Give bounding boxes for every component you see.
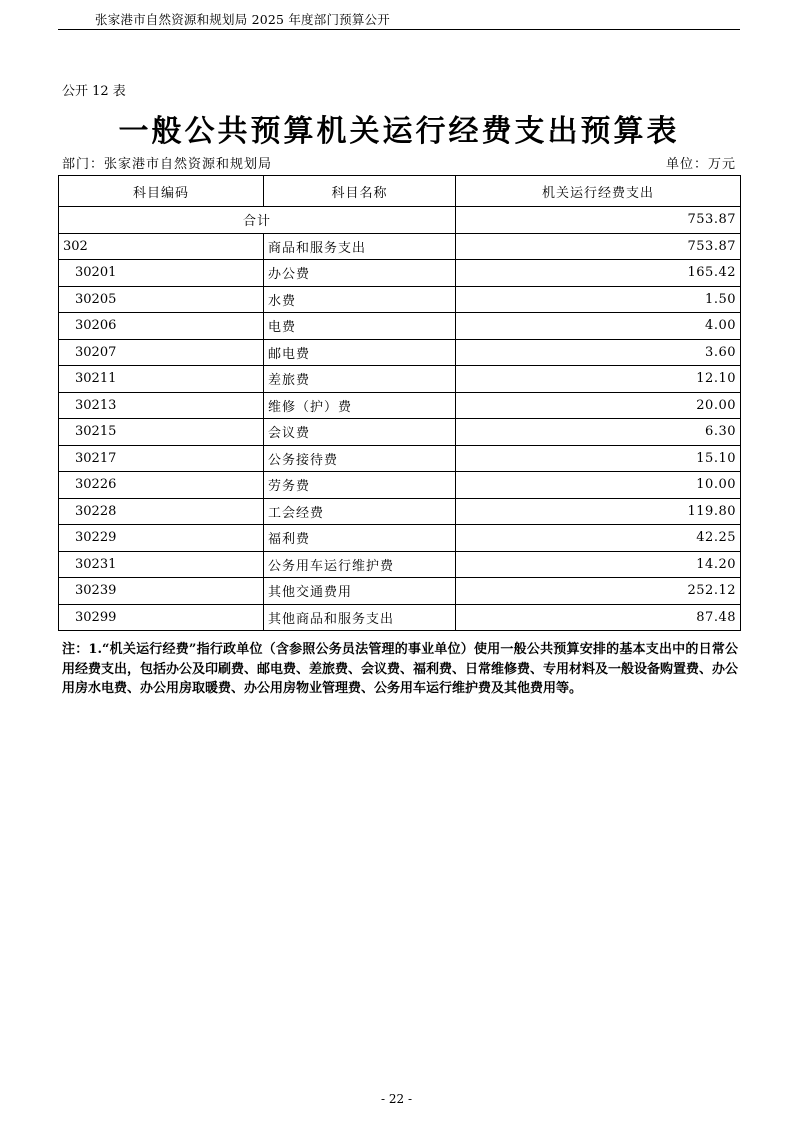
expense-amount: 20.00 xyxy=(456,392,741,419)
account-name: 维修（护）费 xyxy=(264,392,456,419)
table-row xyxy=(59,419,741,446)
account-name: 邮电费 xyxy=(264,339,456,366)
account-code: 30215 xyxy=(59,419,264,446)
table-row xyxy=(59,339,741,366)
account-code: 30226 xyxy=(59,472,264,499)
table-row xyxy=(59,498,741,525)
expense-amount: 165.42 xyxy=(456,260,741,287)
account-name: 其他交通费用 xyxy=(264,578,456,605)
expense-amount: 4.00 xyxy=(456,313,741,340)
account-name: 其他商品和服务支出 xyxy=(264,604,456,631)
budget-table xyxy=(58,175,741,631)
account-name: 办公费 xyxy=(264,260,456,287)
table-row xyxy=(59,472,741,499)
column-header-name: 科目名称 xyxy=(264,176,456,207)
table-code: 公开 12 表 xyxy=(62,84,126,99)
table-row xyxy=(59,551,741,578)
expense-amount: 42.25 xyxy=(456,525,741,552)
account-code: 30299 xyxy=(59,604,264,631)
table-row xyxy=(59,233,741,260)
table-row xyxy=(59,313,741,340)
table-header-row xyxy=(59,176,741,207)
account-code: 30207 xyxy=(59,339,264,366)
table-row xyxy=(59,366,741,393)
account-code: 30239 xyxy=(59,578,264,605)
header-rule xyxy=(58,29,740,30)
account-name: 电费 xyxy=(264,313,456,340)
expense-amount: 10.00 xyxy=(456,472,741,499)
account-code: 30205 xyxy=(59,286,264,313)
account-code: 30213 xyxy=(59,392,264,419)
department-label: 部门：张家港市自然资源和规划局 xyxy=(62,157,273,172)
expense-amount: 15.10 xyxy=(456,445,741,472)
expense-amount: 12.10 xyxy=(456,366,741,393)
total-row xyxy=(59,207,741,234)
column-header-amount: 机关运行经费支出 xyxy=(456,176,741,207)
account-name: 公务接待费 xyxy=(264,445,456,472)
table-row xyxy=(59,286,741,313)
account-name: 差旅费 xyxy=(264,366,456,393)
total-amount: 753.87 xyxy=(456,207,741,234)
account-name: 工会经费 xyxy=(264,498,456,525)
expense-amount: 87.48 xyxy=(456,604,741,631)
total-label: 合计 xyxy=(59,207,456,234)
expense-amount: 14.20 xyxy=(456,551,741,578)
expense-amount: 1.50 xyxy=(456,286,741,313)
column-header-code: 科目编码 xyxy=(59,176,264,207)
account-code: 30229 xyxy=(59,525,264,552)
running-header: 张家港市自然资源和规划局 2025 年度部门预算公开 xyxy=(95,12,390,27)
account-name: 商品和服务支出 xyxy=(264,233,456,260)
account-name: 劳务费 xyxy=(264,472,456,499)
table-row xyxy=(59,392,741,419)
account-name: 水费 xyxy=(264,286,456,313)
table-row xyxy=(59,604,741,631)
account-name: 福利费 xyxy=(264,525,456,552)
account-name: 公务用车运行维护费 xyxy=(264,551,456,578)
expense-amount: 119.80 xyxy=(456,498,741,525)
page-title: 一般公共预算机关运行经费支出预算表 xyxy=(118,114,680,149)
unit-label: 单位：万元 xyxy=(665,157,736,172)
expense-amount: 252.12 xyxy=(456,578,741,605)
expense-amount: 753.87 xyxy=(456,233,741,260)
account-code: 30217 xyxy=(59,445,264,472)
account-name: 会议费 xyxy=(264,419,456,446)
expense-amount: 3.60 xyxy=(456,339,741,366)
account-code: 30211 xyxy=(59,366,264,393)
account-code: 302 xyxy=(59,233,264,260)
account-code: 30231 xyxy=(59,551,264,578)
table-row xyxy=(59,260,741,287)
table-row xyxy=(59,525,741,552)
footnote: 注：1.“机关运行经费”指行政单位（含参照公务员法管理的事业单位）使用一般公共预算安排的基本支出中的日常公用经费支出，包括办公及印刷费、邮电费、差旅费、会议费、福利费、日常维修费、专用材料及一般设备购置费、办公用房水电费、办公用房取暖费、办公用房物业管理费、公务用车运行维护费及其他费用等。 xyxy=(62,642,739,696)
page-number: - 22 - xyxy=(380,1092,412,1106)
account-code: 30206 xyxy=(59,313,264,340)
table-row xyxy=(59,445,741,472)
account-code: 30201 xyxy=(59,260,264,287)
expense-amount: 6.30 xyxy=(456,419,741,446)
account-code: 30228 xyxy=(59,498,264,525)
table-row xyxy=(59,578,741,605)
